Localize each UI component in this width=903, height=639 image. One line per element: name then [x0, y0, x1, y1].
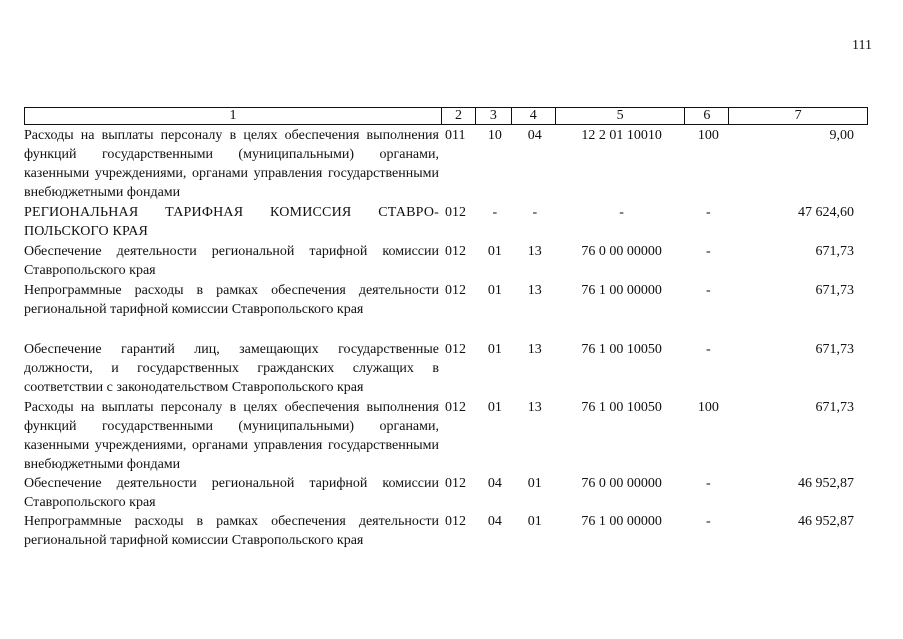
row-col-4: 13	[527, 400, 542, 415]
row-name: Обеспечение деятельности региональной тарифной комиссии Ставропольского края	[24, 244, 439, 278]
table-row	[24, 242, 868, 280]
row-col-6: -	[706, 342, 711, 357]
row-col-7: 671,73	[815, 283, 854, 298]
row-name: Расходы на выплаты персоналу в целях обеспечения выполнения функций государственными (муниципальными) органами, казенными учреждениями, органами управления государственными внебюджетными фондами	[24, 128, 439, 200]
row-col-6: -	[706, 476, 711, 491]
row-name: Расходы на выплаты персоналу в целях обеспечения выполнения функций государственными (муниципальными) органами, казенными учреждениями, органами управления государственными внебюджетными фондами	[24, 400, 439, 472]
table-row	[24, 474, 868, 512]
header-col-4: 4	[512, 108, 556, 124]
row-col-6: -	[706, 244, 711, 259]
row-col-5: 76 1 00 00000	[581, 514, 662, 529]
row-col-5: -	[619, 205, 624, 220]
row-col-5: 76 1 00 10050	[581, 342, 662, 357]
row-col-6: -	[706, 283, 711, 298]
table-row	[24, 203, 868, 241]
table-row	[24, 340, 868, 397]
table-row	[24, 398, 868, 474]
row-col-5: 76 0 00 00000	[581, 476, 662, 491]
row-col-2: 012	[445, 283, 466, 298]
table-row	[24, 281, 868, 319]
row-col-7: 46 952,87	[798, 476, 854, 491]
header-col-3: 3	[476, 108, 512, 124]
row-col-3: -	[492, 205, 498, 220]
row-col-3: 04	[487, 476, 502, 491]
row-col-4: 01	[527, 514, 542, 529]
header-col-1: 1	[25, 108, 442, 124]
row-name: РЕГИОНАЛЬНАЯ ТАРИФНАЯ КОМИССИЯ СТАВРО-ПОЛЬСКОГО КРАЯ	[24, 205, 439, 239]
row-col-7: 46 952,87	[798, 514, 854, 529]
row-col-5: 76 0 00 00000	[581, 244, 662, 259]
row-col-7: 671,73	[815, 342, 854, 357]
row-col-3: 01	[487, 244, 502, 259]
row-col-3: 04	[487, 514, 502, 529]
page-number: 111	[852, 38, 872, 53]
row-col-4: 13	[527, 342, 542, 357]
header-col-5: 5	[556, 108, 686, 124]
row-col-5: 12 2 01 10010	[581, 128, 662, 143]
row-col-2: 012	[445, 342, 466, 357]
table-row	[24, 512, 868, 550]
row-col-2: 011	[445, 128, 466, 143]
row-col-7: 47 624,60	[798, 205, 854, 220]
row-col-7: 9,00	[829, 128, 854, 143]
row-col-6: -	[706, 514, 711, 529]
row-col-3: 10	[487, 128, 502, 143]
row-name: Обеспечение деятельности региональной тарифной комиссии Ставропольского края	[24, 476, 439, 510]
row-col-7: 671,73	[815, 400, 854, 415]
row-col-2: 012	[445, 400, 466, 415]
header-col-6: 6	[685, 108, 729, 124]
table-header	[24, 107, 868, 125]
row-col-6: 100	[697, 400, 719, 415]
row-name: Обеспечение гарантий лиц, замещающих государственные должности, и государственных гражданских служащих в соответствии с законодательством Ставропольского края	[24, 342, 439, 395]
row-name: Непрограммные расходы в рамках обеспечения деятельности региональной тарифной комиссии Ставропольского края	[24, 514, 439, 548]
row-col-4: 13	[527, 244, 542, 259]
row-col-3: 01	[487, 283, 502, 298]
row-col-4: 04	[527, 128, 542, 143]
row-col-3: 01	[487, 342, 502, 357]
header-col-2: 2	[442, 108, 476, 124]
table-row	[24, 126, 868, 202]
row-col-4: 01	[527, 476, 542, 491]
row-col-2: 012	[445, 205, 466, 220]
row-col-5: 76 1 00 10050	[581, 400, 662, 415]
row-col-3: 01	[487, 400, 502, 415]
header-col-7: 7	[794, 108, 802, 123]
row-col-5: 76 1 00 00000	[581, 283, 662, 298]
row-col-4: 13	[527, 283, 542, 298]
row-col-6: -	[706, 205, 711, 220]
row-col-7: 671,73	[815, 244, 854, 259]
row-col-2: 012	[445, 476, 466, 491]
row-col-2: 012	[445, 514, 466, 529]
row-col-4: -	[532, 205, 538, 220]
row-col-6: 100	[697, 128, 719, 143]
row-col-2: 012	[445, 244, 466, 259]
row-name: Непрограммные расходы в рамках обеспечения деятельности региональной тарифной комиссии Ставропольского края	[24, 283, 439, 317]
